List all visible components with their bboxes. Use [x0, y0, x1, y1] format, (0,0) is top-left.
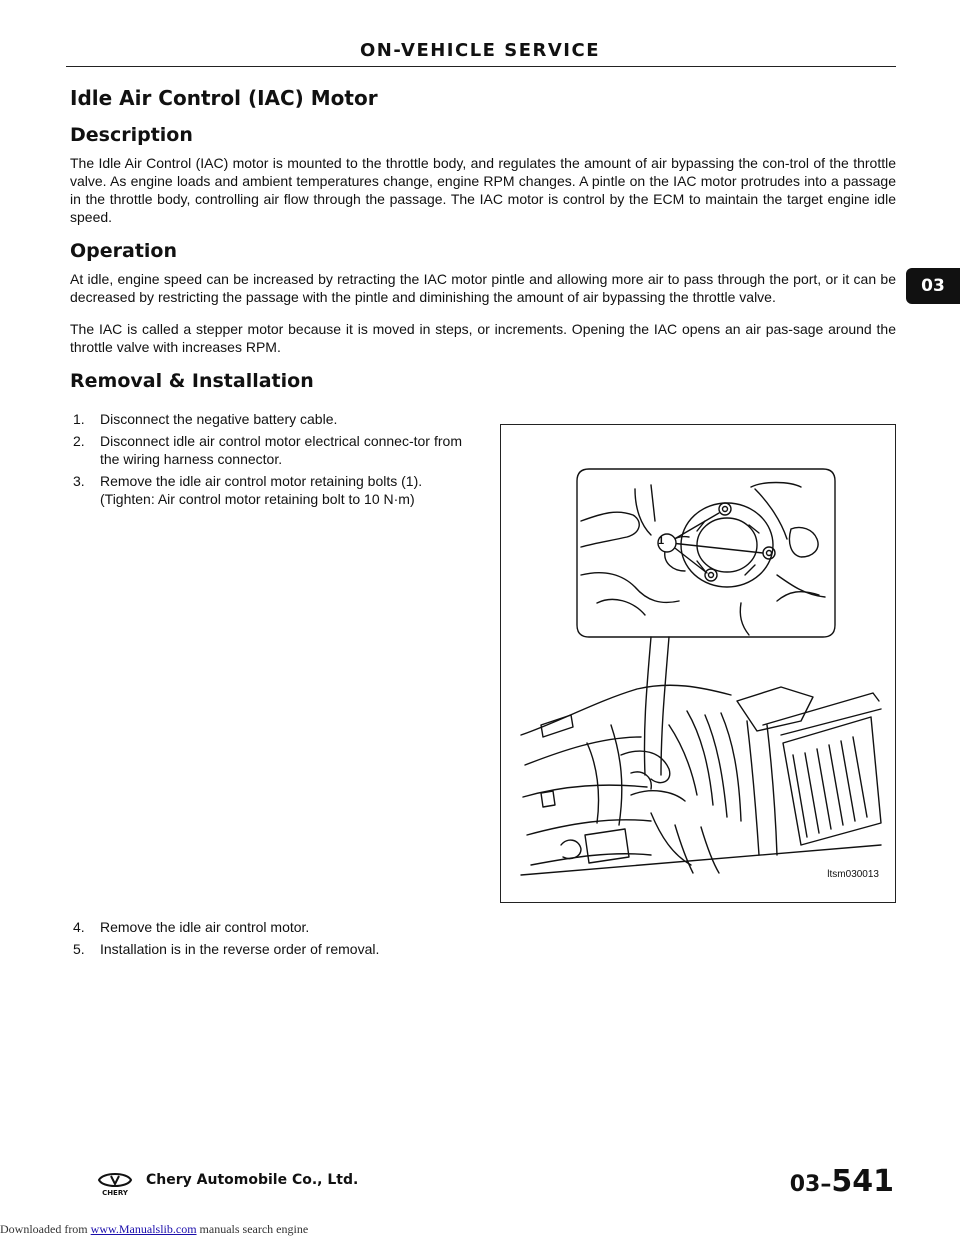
step-torque-note: (Tighten: Air control motor retaining bolt to 10 N·m) — [100, 491, 415, 507]
step-item — [70, 472, 462, 508]
operation-section — [70, 240, 896, 356]
page-chapter: 03– — [789, 1172, 832, 1197]
step-item — [70, 410, 462, 428]
header-rule — [66, 66, 896, 67]
step-text: Remove the idle air control motor. — [100, 919, 310, 935]
logo-wordmark: CHERY — [102, 1189, 128, 1196]
chery-logo-icon — [95, 1168, 135, 1196]
step-item — [70, 940, 670, 958]
step-number: 4. — [73, 919, 85, 935]
page-title: Idle Air Control (IAC) Motor — [70, 86, 378, 110]
footer-suffix: manuals search engine — [196, 1222, 309, 1236]
bolt-callout-label: 1 — [658, 535, 665, 547]
download-footer — [0, 1222, 308, 1237]
removal-steps-list — [70, 410, 462, 512]
step-text: Remove the idle air control motor retaining bolts (1). — [100, 473, 423, 489]
description-section — [70, 124, 896, 226]
step-text: Installation is in the reverse order of removal. — [100, 941, 380, 957]
step-item — [70, 918, 670, 936]
operation-heading: Operation — [70, 240, 178, 262]
operation-paragraph-2: The IAC is called a stepper motor because it is moved in steps, or increments. Opening the IAC opens an air pas-sage around the throttle valve with increases RPM. — [70, 321, 896, 355]
operation-paragraph-1: At idle, engine speed can be increased by retracting the IAC motor pintle and allowing more air to pass through the port, or it can be decreased by restricting the passage with the pintle and diminishing the amount of air bypassing the throttle valve. — [70, 271, 896, 305]
manualslib-link[interactable]: www.Manualslib.com — [90, 1222, 197, 1236]
figure-id: ltsm030013 — [827, 869, 879, 880]
removal-steps-list-continued — [70, 918, 670, 962]
step-number: 1. — [73, 411, 85, 427]
chapter-side-tab: 03 — [906, 268, 960, 304]
iac-motor-figure — [500, 424, 896, 903]
footer-prefix: Downloaded from — [0, 1222, 91, 1236]
description-text: The Idle Air Control (IAC) motor is mounted to the throttle body, and regulates the amount of air bypassing the con-trol of the throttle valve. As engine loads and ambient temperatures change, engine RPM changes. A pintle on the IAC motor protrudes into a passage in the throttle body, controlling air flow through the passage. The IAC motor is control by the ECM to maintain the target engine idle speed. — [70, 155, 896, 225]
engine-illustration — [501, 425, 895, 902]
step-text: Disconnect the negative battery cable. — [100, 411, 338, 427]
running-header: ON-VEHICLE SERVICE — [359, 40, 600, 61]
description-heading: Description — [70, 124, 193, 146]
step-text: Disconnect idle air control motor electrical connec-tor from the wiring harness connector. — [100, 433, 462, 467]
step-number: 5. — [73, 941, 85, 957]
page-number-value: 541 — [831, 1164, 894, 1199]
step-item — [70, 432, 462, 468]
company-name: Chery Automobile Co., Ltd. — [146, 1172, 359, 1188]
document-body — [70, 86, 896, 400]
page-number — [790, 1164, 894, 1199]
step-number: 3. — [73, 473, 85, 489]
step-number: 2. — [73, 433, 85, 449]
removal-heading: Removal & Installation — [70, 370, 314, 392]
